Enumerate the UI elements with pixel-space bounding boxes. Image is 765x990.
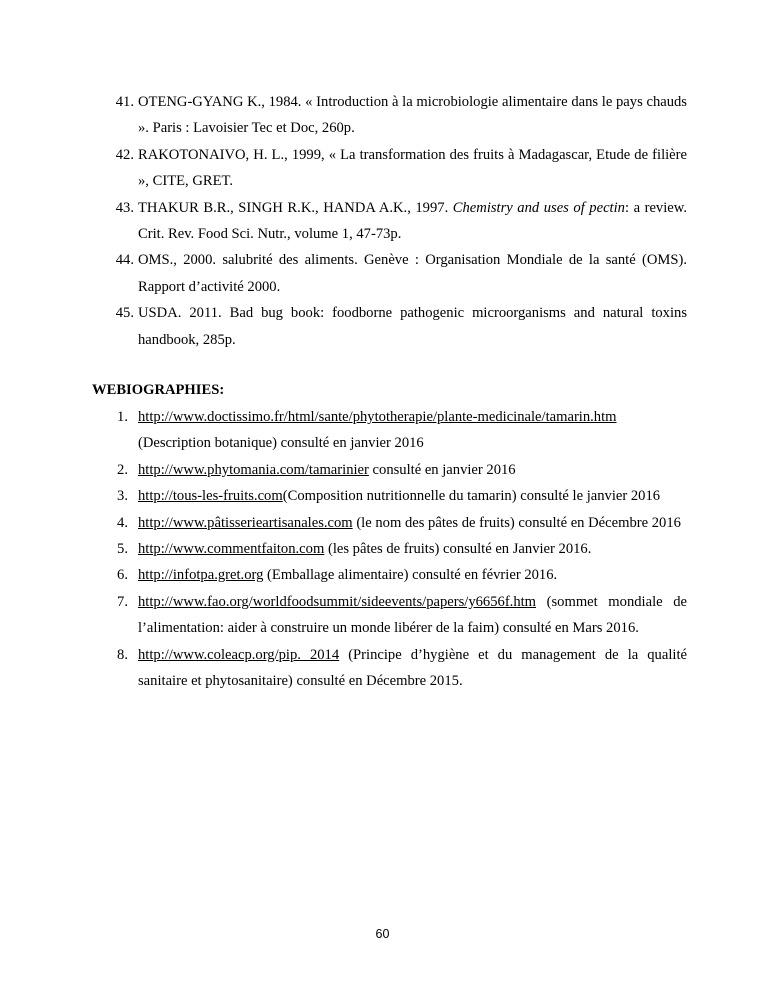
webiography-number: 4. [117, 514, 128, 531]
reference-number: 42. [115, 146, 134, 163]
webiography-number: 6. [117, 567, 128, 584]
webiography-item [0, 457, 765, 483]
reference-number: 41. [115, 94, 134, 110]
webiography-text: (les pâtes de fruits) consulté en Janvier 2016. [324, 541, 592, 558]
webiography-item [0, 404, 765, 457]
webiography-link[interactable]: http://www.phytomania.com/tamarinier [138, 461, 369, 478]
reference-item [0, 300, 765, 353]
reference-title-italic: Chemistry and uses of pectin [452, 199, 625, 216]
webiography-list [0, 404, 765, 694]
webiography-link[interactable]: http://infotpa.gret.org [138, 567, 264, 584]
webiography-text: (le nom des pâtes de fruits) consulté en Décembre 2016 [352, 514, 681, 531]
reference-text-pre: THAKUR B.R., SINGH R.K., HANDA A.K., 1997. [138, 199, 453, 216]
webiography-item [0, 483, 765, 509]
webiography-number: 2. [117, 461, 128, 478]
webiography-item [0, 536, 765, 562]
reference-list [0, 89, 765, 353]
reference-text: USDA. 2011. Bad bug book: foodborne pathogenic microorganisms and natural toxins handbook, 285p. [138, 305, 687, 348]
webiography-item [0, 642, 765, 695]
webiography-link[interactable]: http://www.doctissimo.fr/html/sante/phytotherapie/plante-medicinale/tamarin.htm [138, 409, 617, 425]
webiography-item [0, 589, 765, 642]
reference-text: OMS., 2000. salubrité des aliments. Genève : Organisation Mondiale de la santé (OMS). Rapport d’activité 2000. [138, 252, 687, 295]
webiography-item [0, 510, 765, 536]
webiography-text: (Emballage alimentaire) consulté en février 2016. [263, 567, 558, 584]
reference-text: RAKOTONAIVO, H. L., 1999, « La transformation des fruits à Madagascar, Etude de filière », CITE, GRET. [138, 146, 687, 190]
webiography-link[interactable]: http://www.pâtisserieartisanales.com [138, 514, 353, 531]
webiography-number: 5. [117, 541, 128, 558]
webiography-text: (Description botanique) consulté en janvier 2016 [138, 435, 424, 452]
webiography-item [0, 562, 765, 588]
webiography-text: (Principe d’hygiène et du management de la qualité sanitaire et phytosanitaire) consulté en Décembre 2015. [138, 646, 687, 690]
webiographies-heading: WEBIOGRAPHIES: [92, 382, 225, 398]
reference-number: 43. [115, 199, 134, 216]
webiography-number: 1. [117, 409, 128, 425]
webiography-link[interactable]: http://www.coleacp.org/pip. 2014 [138, 646, 340, 663]
webiography-number: 8. [117, 646, 128, 663]
webiography-text: (Composition nutritionnelle du tamarin) consulté le janvier 2016 [282, 488, 661, 505]
webiography-number: 7. [117, 593, 128, 610]
reference-item [0, 247, 765, 300]
webiography-link[interactable]: http://www.fao.org/worldfoodsummit/sideevents/papers/y6656f.htm [138, 593, 537, 610]
webiography-link[interactable]: http://www.commentfaiton.com [138, 541, 325, 558]
reference-item [0, 195, 765, 248]
reference-item [0, 89, 765, 142]
reference-number: 44. [115, 252, 134, 269]
reference-number: 45. [115, 305, 134, 322]
page-number: 60 [375, 927, 390, 941]
webiography-number: 3. [117, 488, 128, 505]
reference-text-post: : a review. Crit. Rev. Food Sci. Nutr., volume 1, 47-73p. [138, 199, 687, 243]
webiography-link[interactable]: http://tous-les-fruits.com [138, 488, 283, 505]
reference-text: OTENG-GYANG K., 1984. « Introduction à la microbiologie alimentaire dans le pays chauds ». Paris : Lavoisier Tec et Doc, 260p. [138, 94, 687, 137]
webiography-text: (sommet mondiale de l’alimentation: aider à construire un monde libérer de la faim) consulté en Mars 2016. [138, 593, 687, 637]
reference-item [0, 142, 765, 195]
webiography-text: consulté en janvier 2016 [368, 461, 516, 478]
